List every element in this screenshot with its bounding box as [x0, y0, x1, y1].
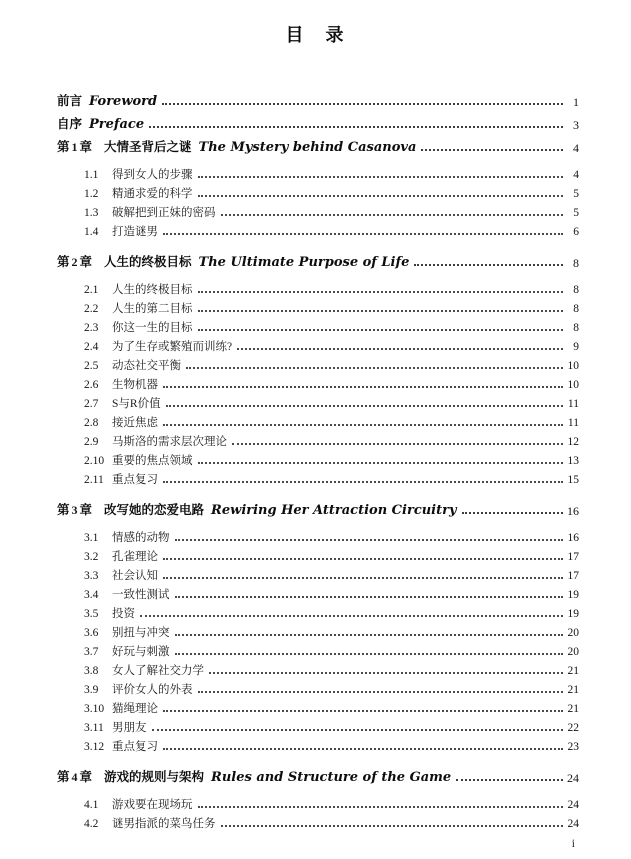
- toc-section-entry: [57, 622, 579, 641]
- toc-section-entry: [57, 717, 579, 736]
- page-number: i: [571, 838, 575, 850]
- chapter-number: 1: [71, 140, 78, 154]
- toc-section-entry: [57, 641, 579, 660]
- toc-section-list: [57, 164, 579, 240]
- section-title: 谜男指派的菜鸟任务: [112, 818, 216, 830]
- entry-title-en: Preface: [89, 117, 145, 132]
- section-number: 2.11: [84, 474, 104, 486]
- section-page-number: 8: [573, 322, 579, 334]
- section-title: 打造谜男: [112, 226, 158, 238]
- section-page-number: 15: [567, 474, 579, 486]
- section-number: 2.9: [84, 436, 99, 448]
- section-number: 3.5: [84, 608, 99, 620]
- toc-section-list: [57, 279, 579, 488]
- chapter-label-prefix: 第: [57, 503, 70, 517]
- entry-title-zh: 自序: [57, 117, 83, 131]
- section-page-number: 19: [567, 589, 579, 601]
- section-page-number: 10: [567, 360, 579, 372]
- toc-section-entry: [57, 546, 579, 565]
- toc-section-entry: [57, 202, 579, 221]
- section-number: 1.2: [84, 188, 99, 200]
- section-page-number: 17: [567, 570, 579, 582]
- section-title: S与R价值: [112, 398, 161, 410]
- section-page-number: 4: [573, 169, 579, 181]
- section-number: 1.3: [84, 207, 99, 219]
- section-title: 马斯洛的需求层次理论: [112, 436, 227, 448]
- toc-section-entry: [57, 279, 579, 298]
- section-page-number: 21: [567, 665, 579, 677]
- section-title: 人生的第二目标: [112, 303, 193, 315]
- section-page-number: 22: [567, 722, 579, 734]
- section-title: 动态社交平衡: [112, 360, 181, 372]
- chapter-label-suffix: 章: [79, 503, 93, 517]
- section-page-number: 5: [573, 207, 579, 219]
- toc-front-matter-entry: [57, 88, 579, 111]
- section-number: 3.10: [84, 703, 105, 715]
- toc-body: [57, 88, 579, 841]
- section-title: 一致性测试: [112, 589, 170, 601]
- section-page-number: 16: [567, 532, 579, 544]
- section-number: 3.1: [84, 532, 99, 544]
- toc-front-matter-entry: [57, 111, 579, 134]
- section-page-number: 9: [573, 341, 579, 353]
- toc-section-entry: [57, 374, 579, 393]
- toc-chapter-heading: [57, 249, 579, 272]
- section-title: 重点复习: [112, 474, 158, 486]
- chapter-title-zh: 改写她的恋爱电路: [104, 503, 205, 517]
- chapter-label-prefix: 第: [57, 255, 70, 269]
- section-title: 猫绳理论: [112, 703, 158, 715]
- chapter-page-number: 8: [573, 256, 579, 270]
- chapter-number: 3: [71, 503, 78, 517]
- section-title: 孔雀理论: [112, 551, 158, 563]
- section-number: 3.2: [84, 551, 99, 563]
- toc-section-list: [57, 794, 579, 832]
- toc-section-entry: [57, 183, 579, 202]
- section-title: 重要的焦点领域: [112, 455, 193, 467]
- entry-page-number: 3: [573, 118, 579, 132]
- section-title: 生物机器: [112, 379, 158, 391]
- section-title: 投资: [112, 608, 135, 620]
- toc-section-entry: [57, 450, 579, 469]
- entry-title-zh: 前言: [57, 94, 83, 108]
- toc-section-entry: [57, 679, 579, 698]
- chapter-label-suffix: 章: [79, 255, 93, 269]
- chapter-page-number: 16: [567, 504, 579, 518]
- section-title: 重点复习: [112, 741, 158, 753]
- toc-section-entry: [57, 527, 579, 546]
- section-page-number: 8: [573, 284, 579, 296]
- section-number: 2.10: [84, 455, 105, 467]
- chapter-page-number: 24: [567, 771, 579, 785]
- toc-section-entry: [57, 603, 579, 622]
- section-title: 精通求爱的科学: [112, 188, 193, 200]
- section-number: 3.4: [84, 589, 99, 601]
- section-number: 1.1: [84, 169, 99, 181]
- section-number: 2.1: [84, 284, 99, 296]
- section-page-number: 19: [567, 608, 579, 620]
- chapter-title-zh: 游戏的规则与架构: [104, 770, 205, 784]
- chapter-label-suffix: 章: [79, 770, 93, 784]
- section-page-number: 12: [567, 436, 579, 448]
- section-number: 4.1: [84, 799, 99, 811]
- toc-section-entry: [57, 164, 579, 183]
- section-number: 2.7: [84, 398, 99, 410]
- toc-section-entry: [57, 660, 579, 679]
- toc-section-entry: [57, 736, 579, 755]
- section-title: 男朋友: [112, 722, 147, 734]
- section-title: 接近焦虑: [112, 417, 158, 429]
- section-title: 得到女人的步骤: [112, 169, 193, 181]
- section-title: 你这一生的目标: [112, 322, 193, 334]
- section-number: 2.3: [84, 322, 99, 334]
- section-number: 3.7: [84, 646, 99, 658]
- section-title: 游戏要在现场玩: [112, 799, 193, 811]
- section-number: 2.8: [84, 417, 99, 429]
- toc-section-entry: [57, 355, 579, 374]
- section-number: 3.8: [84, 665, 99, 677]
- section-page-number: 24: [567, 818, 579, 830]
- section-number: 3.9: [84, 684, 99, 696]
- toc-section-entry: [57, 565, 579, 584]
- section-page-number: 21: [567, 703, 579, 715]
- chapter-title-zh: 人生的终极目标: [104, 255, 192, 269]
- section-page-number: 13: [567, 455, 579, 467]
- section-title: 评价女人的外表: [112, 684, 193, 696]
- section-number: 2.6: [84, 379, 99, 391]
- section-number: 1.4: [84, 226, 99, 238]
- section-number: 2.5: [84, 360, 99, 372]
- toc-chapter-block: [57, 497, 579, 755]
- toc-section-entry: [57, 698, 579, 717]
- section-page-number: 24: [567, 799, 579, 811]
- chapter-title-en: Rewiring Her Attraction Circuitry: [211, 503, 457, 518]
- toc-chapter-block: [57, 134, 579, 240]
- section-title: 女人了解社交力学: [112, 665, 204, 677]
- chapter-page-number: 4: [573, 141, 579, 155]
- chapter-number: 2: [71, 255, 78, 269]
- entry-title-en: Foreword: [89, 94, 158, 109]
- chapter-label-suffix: 章: [79, 140, 93, 154]
- toc-section-entry: [57, 431, 579, 450]
- chapter-label-prefix: 第: [57, 770, 70, 784]
- toc-chapter-block: [57, 249, 579, 488]
- section-page-number: 17: [567, 551, 579, 563]
- chapter-title-zh: 大情圣背后之谜: [104, 140, 192, 154]
- chapter-title-en: Rules and Structure of the Game: [211, 770, 452, 785]
- toc-section-entry: [57, 317, 579, 336]
- section-title: 情感的动物: [112, 532, 170, 544]
- section-title: 社会认知: [112, 570, 158, 582]
- entry-page-number: 1: [573, 95, 579, 109]
- toc-chapter-block: [57, 764, 579, 832]
- toc-section-entry: [57, 336, 579, 355]
- chapter-number: 4: [71, 770, 78, 784]
- section-page-number: 21: [567, 684, 579, 696]
- chapter-title-en: The Mystery behind Casanova: [198, 140, 417, 155]
- section-number: 3.12: [84, 741, 105, 753]
- chapter-title-en: The Ultimate Purpose of Life: [198, 255, 410, 270]
- section-page-number: 8: [573, 303, 579, 315]
- section-number: 3.3: [84, 570, 99, 582]
- chapter-label-prefix: 第: [57, 140, 70, 154]
- section-page-number: 23: [567, 741, 579, 753]
- section-title: 别扭与冲突: [112, 627, 170, 639]
- section-page-number: 11: [567, 398, 579, 410]
- section-number: 4.2: [84, 818, 99, 830]
- toc-chapter-heading: [57, 764, 579, 787]
- section-page-number: 6: [573, 226, 579, 238]
- toc-section-entry: [57, 298, 579, 317]
- toc-section-entry: [57, 794, 579, 813]
- toc-section-entry: [57, 469, 579, 488]
- section-page-number: 20: [567, 646, 579, 658]
- section-page-number: 20: [567, 627, 579, 639]
- section-number: 3.11: [84, 722, 104, 734]
- page-title: 目 录: [285, 25, 346, 45]
- toc-section-entry: [57, 813, 579, 832]
- section-title: 破解把到正妹的密码: [112, 207, 216, 219]
- section-number: 3.6: [84, 627, 99, 639]
- toc-section-entry: [57, 584, 579, 603]
- toc-section-entry: [57, 393, 579, 412]
- section-page-number: 11: [567, 417, 579, 429]
- section-number: 2.2: [84, 303, 99, 315]
- toc-section-entry: [57, 221, 579, 240]
- toc-chapter-heading: [57, 497, 579, 520]
- section-number: 2.4: [84, 341, 99, 353]
- section-title: 为了生存或繁殖而训练?: [112, 341, 233, 353]
- section-page-number: 10: [567, 379, 579, 391]
- section-title: 人生的终极目标: [112, 284, 193, 296]
- section-title: 好玩与刺激: [112, 646, 170, 658]
- toc-section-entry: [57, 412, 579, 431]
- section-page-number: 5: [573, 188, 579, 200]
- toc-section-list: [57, 527, 579, 755]
- toc-chapter-heading: [57, 134, 579, 157]
